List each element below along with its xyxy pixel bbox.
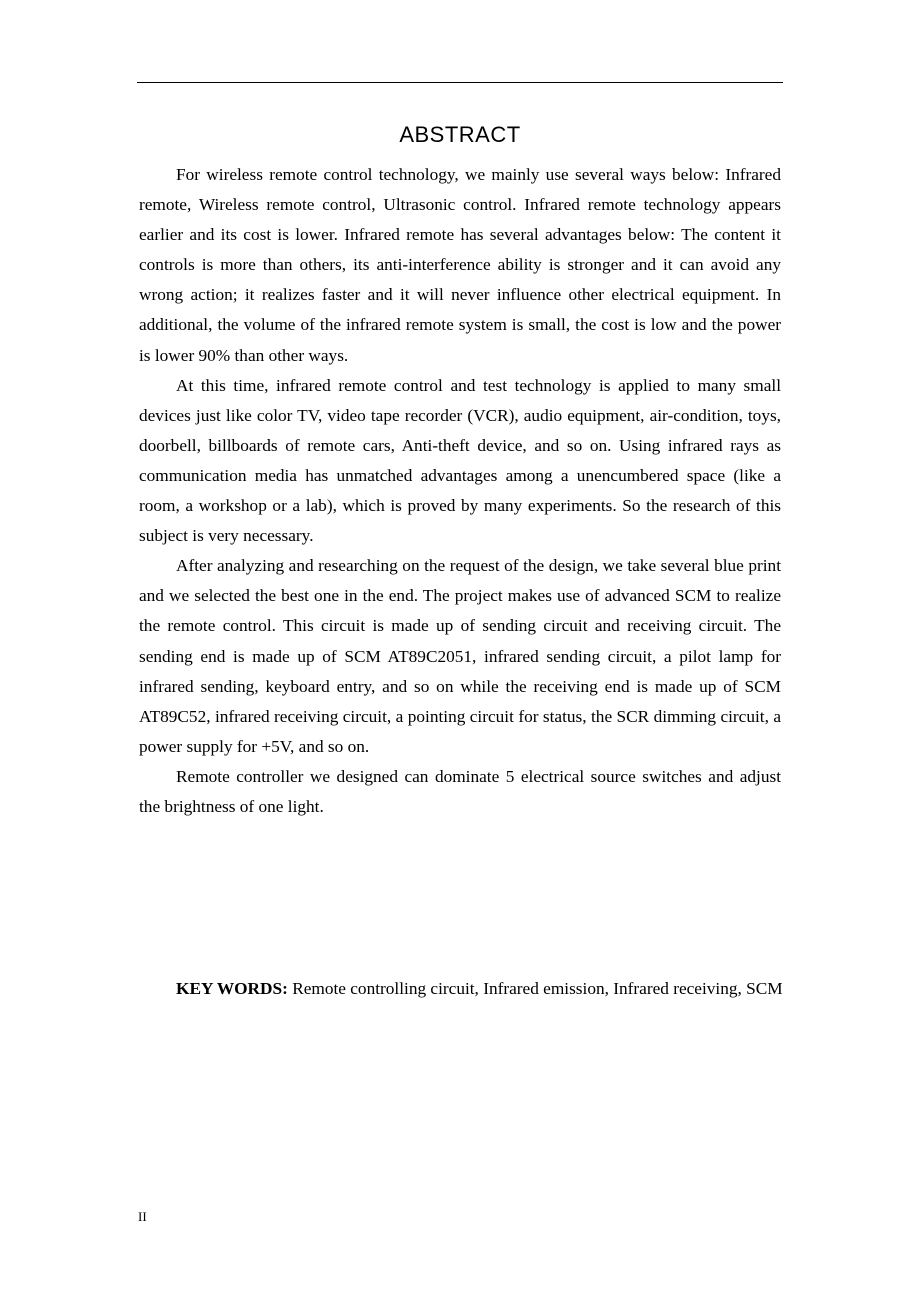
header-rule: [137, 82, 783, 83]
abstract-body: [139, 160, 781, 822]
abstract-paragraph-1: For wireless remote control technology, we mainly use several ways below: Infrared remote, Wireless remote control, Ultrasonic control. Infrared remote technology appears earlier and its cost is lower. Infrared remote has several advantages below: The content it controls is more than others, its anti-interference ability is stronger and it can avoid any wrong action; it realizes faster and it will never influence other electrical equipment. In additional, the volume of the infrared remote system is small, the cost is low and the power is lower 90% than other ways.: [139, 165, 781, 365]
abstract-paragraph-3: After analyzing and researching on the request of the design, we take several blue print and we selected the best one in the end. The project makes use of advanced SCM to realize the remote control. This circuit is made up of sending circuit and receiving circuit. The sending end is made up of SCM AT89C2051, infrared sending circuit, a pilot lamp for infrared sending, keyboard entry, and so on while the receiving end is made up of SCM AT89C52, infrared receiving circuit, a pointing circuit for status, the SCR dimming circuit, a power supply for +5V, and so on.: [139, 556, 781, 756]
keywords-text: Remote controlling circuit, Infrared emission, Infrared receiving, SCM: [287, 979, 783, 998]
abstract-paragraph-4: Remote controller we designed can dominate 5 electrical source switches and adjust the brightness of one light.: [139, 766, 781, 816]
abstract-paragraph-2: At this time, infrared remote control and test technology is applied to many small devices just like color TV, video tape recorder (VCR), audio equipment, air-condition, toys, doorbell, billboards of remote cars, Anti-theft device, and so on. Using infrared rays as communication media has unmatched advantages among a unencumbered space (like a room, a workshop or a lab), which is proved by many experiments. So the research of this subject is very necessary.: [139, 375, 781, 546]
keywords-line: [139, 974, 786, 1004]
page-number: II: [138, 1209, 147, 1224]
keywords-label: KEY WORDS:: [176, 979, 288, 998]
abstract-title: ABSTRACT: [399, 122, 521, 147]
